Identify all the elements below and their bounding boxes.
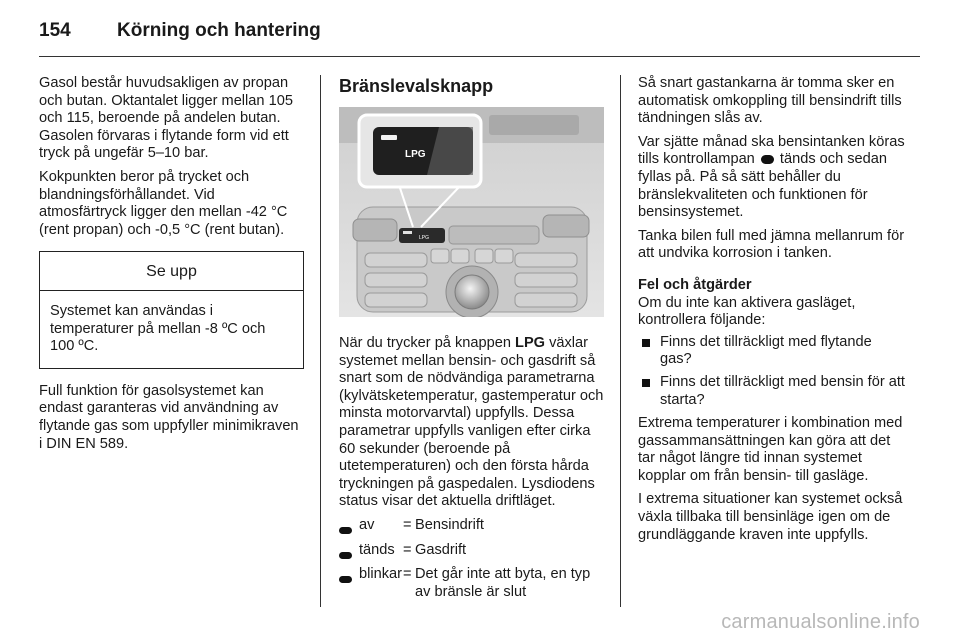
legend-equals: = bbox=[403, 541, 412, 558]
column-1 bbox=[39, 75, 304, 459]
warning-box bbox=[39, 251, 304, 368]
boiling-point-paragraph: Kokpunkten beror på trycket och blandningsförhållandet. Vid atmosfärtryck ligger den mellan -42 °C (rent propan) och -0,5 °C (rent butan). bbox=[39, 168, 288, 238]
header-divider bbox=[39, 56, 920, 57]
checklist-item: Finns det tillräckligt med flytande gas? bbox=[638, 334, 906, 369]
led-blink-icon bbox=[339, 566, 359, 601]
petrol-tank-paragraph bbox=[638, 134, 906, 222]
column-divider-1 bbox=[320, 75, 321, 607]
led-status-legend bbox=[339, 517, 604, 601]
watermark: carmanualsonline.info bbox=[721, 611, 920, 633]
small-lpg-label: LPG bbox=[419, 235, 430, 241]
lpg-button-text-start: När du trycker på knappen bbox=[339, 335, 516, 351]
led-off-icon bbox=[339, 517, 359, 540]
checklist bbox=[638, 334, 906, 409]
center-console-illustration bbox=[339, 107, 604, 317]
legend-state: blinkar bbox=[359, 566, 402, 583]
troubleshooting-heading: Fel och åtgärder bbox=[638, 276, 752, 293]
auto-switch-paragraph: Så snart gastankarna är tomma sker en automatisk omkoppling till bensindrift tills tändningen slås av. bbox=[638, 75, 902, 127]
page-number: 154 bbox=[39, 20, 71, 41]
legend-row bbox=[339, 517, 604, 540]
temperature-paragraph: Extrema temperaturer i kombination med gassammansättningen kan göra att det tar något längre tid innan systemet kopplar om från bensin- till gasläge. bbox=[638, 415, 903, 484]
troubleshooting-intro: Om du inte kan aktivera gasläget, kontrollera följande: bbox=[638, 294, 856, 329]
legend-meaning: Det går inte att byta, en typ av bränsle är slut bbox=[415, 566, 591, 600]
lpg-button-text-end: växlar systemet mellan bensin- och gasdrift så snart som de nödvändiga parametrarna (kylvätsketemperatur, gastemperatur och minsta motorvarvtal) uppfylls. Dessa parametrar uppfylls vanligen efter cirka 60 sekunder (beroende på utetemperaturen) och den första hårda tryckningen på gaspedalen. Lysdiodens status visar det aktuella driftläget. bbox=[339, 335, 604, 510]
indicator-led-icon bbox=[761, 155, 774, 164]
petrol-tank-text-start: Var sjätte månad ska bensintanken köras tills kontrollampan bbox=[638, 133, 905, 168]
chapter-title: Körning och hantering bbox=[117, 20, 321, 41]
lpg-button-name: LPG bbox=[515, 335, 546, 351]
legend-equals: = bbox=[403, 566, 412, 583]
column-3 bbox=[638, 75, 906, 550]
refuel-paragraph: Tanka bilen full med jämna mellanrum för att undvika korrosion i tanken. bbox=[638, 227, 905, 262]
checklist-item: Finns det tillräckligt med bensin för att starta? bbox=[638, 374, 906, 409]
din-standard-paragraph: Full funktion för gasolsystemet kan endast garanteras vid användning av flytande gas som uppfyller minimikraven i DIN EN 589. bbox=[39, 382, 299, 452]
section-title: Bränslevalsknapp bbox=[339, 76, 494, 96]
petrol-tank-text-end: tänds och sedan fyllas på. På så sätt behåller du bränslekvaliteten och funktionen för bensinsystemet. bbox=[638, 151, 888, 221]
column-2 bbox=[339, 75, 604, 603]
legend-state: av bbox=[359, 516, 375, 533]
warning-title: Se upp bbox=[40, 252, 303, 291]
page-header bbox=[39, 14, 919, 54]
legend-meaning: Gasdrift bbox=[415, 541, 467, 558]
column-divider-2 bbox=[620, 75, 621, 607]
lpg-composition-paragraph: Gasol består huvudsakligen av propan och butan. Oktantalet ligger mellan 105 och 115, beroende på andelen butan. Gasolen förvaras i flytande form vid ett tryck på ungefär 5–10 bar. bbox=[39, 75, 293, 162]
large-lpg-label: LPG bbox=[405, 149, 426, 160]
legend-row bbox=[339, 566, 604, 601]
lpg-button-paragraph bbox=[339, 335, 604, 511]
led-on-icon bbox=[339, 542, 359, 565]
legend-equals: = bbox=[403, 516, 412, 533]
warning-text: Systemet kan användas i temperaturer på mellan -8 ºC och 100 ºC. bbox=[50, 302, 266, 355]
fallback-paragraph: I extrema situationer kan systemet också växla tillbaka till bensinläge igen om de grundläggande kraven inte uppfylls. bbox=[638, 491, 903, 543]
legend-row bbox=[339, 542, 604, 565]
legend-state: tänds bbox=[359, 541, 395, 558]
dashboard-photo bbox=[339, 107, 604, 317]
legend-meaning: Bensindrift bbox=[415, 516, 484, 533]
